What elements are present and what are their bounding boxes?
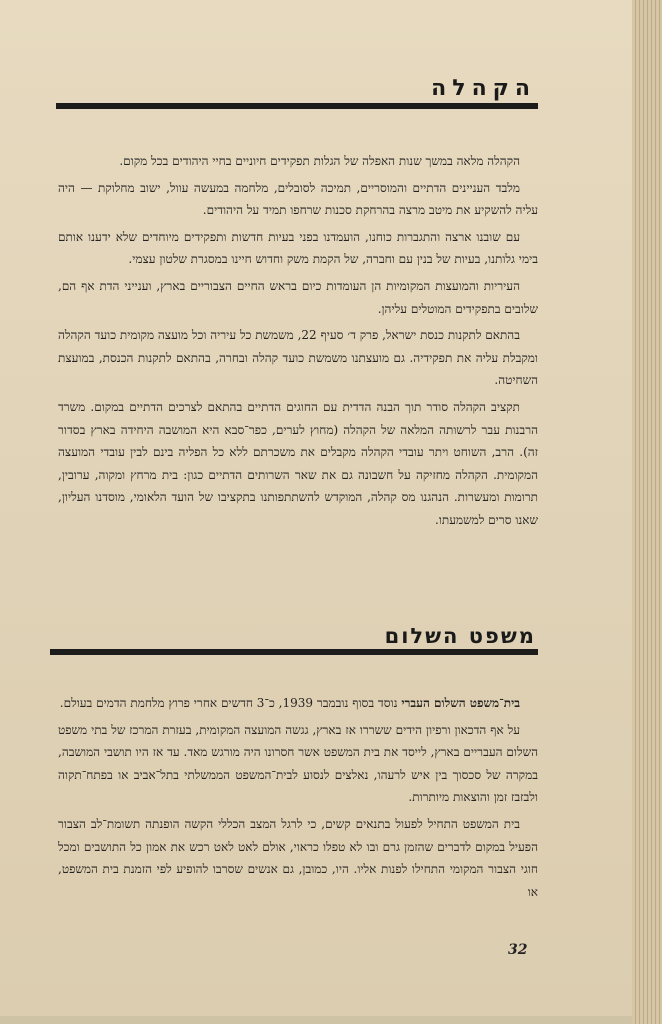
lead-paragraph (58, 692, 538, 715)
paragraph: הקהלה מלאה במשך שנות האפלה של הגלות תפקידים חיוניים בחיי היהודים בכל מקום. (119, 154, 520, 168)
section-peace-court-body (58, 692, 538, 907)
title-rule (56, 103, 538, 109)
page-stack-edge (632, 0, 662, 1024)
lead-text: נוסד בסוף נובמבר 1939, כ־3 חדשים אחרי פרוץ מלחמת הדמים בעולם. (59, 696, 402, 710)
paragraph: תקציב הקהלה סודר תוך הבנה הדדית עם החוגים הדתיים בהתאם לצרכים הדתיים במקום. משרד הרבנות עבר לרשותה המלאה של הקהלה (מחוץ לערים, כפר־סבא היא המושבה היחידה בארץ בסדור זה). הרב, השוחט ויתר עובדי הקהלה מקבלים את משכרתם ללא כל הפליה בינם לבין עובדי המועצה המקומית. הקהלה מחזיקה על חשבונה גם את שאר השרותים הדתיים כגון: בית מרחץ ומקוה, ערובין, תרומות ומעשרות. הנהגנו מס קהלה, המוקדש להשתתפותנו בתקציבו של הועד הלאומי, מוסדנו העליון, שאנו סרים למשמעתו. (58, 399, 538, 527)
paragraph: על אף הדכאון ורפיון הידים ששררו אז בארץ, גגשה המועצה המקומית, בעזרת המרכז של בתי משפט השלום העבריים בארץ, לייסד את בית המשפט אשר חסרונו היה מורגש מאד. עד אז היו תושבי המושבה, במקרה של סכסוך בין איש לרעהו, נאלצים לנסוע לבית־המשפט הממשלתי בתל־אביב או בפתח־תקוה ולבזבז זמן והוצאות מיותרות. (58, 722, 538, 805)
title-rule (50, 649, 538, 655)
page-number: 32 (508, 942, 528, 958)
paragraph: בית המשפט התחיל לפעול בתנאים קשים, כי לרגל המצב הכללי הקשה הופנתה תשומת־לב הצבור הפעיל במקום לדברים שהזמן גרם ובו לא טפלו כראוי, אולם לאט לאט רכש את אמון כל התושבים ומכל חוגי הצבור המקומי התחילו לפנות אליו. היו, כמובן, גם אנשים שסרבו להופיע לפי הזמנת בית המשפט, או (58, 816, 538, 899)
section-community-body (58, 150, 538, 536)
paragraph: עם שובנו ארצה והתגברות כוחנו, הועמדנו בפני בעיות חדשות ותפקידים מיוחדים שלא ידענו אותם בימי גלותנו, בעיות של בנין עם וחברה, של הקמת משק וחדוש חיינו במסגרת שלטון עצמי. (58, 229, 538, 267)
paragraph: בהתאם לתקנות כנסת ישראל, פרק ד׳ סעיף 22, משמשת כל עיריה וכל מועצה מקומית כועד הקהלה ומקבלת עליה את תפקידיה. גם מועצתנו משמשת כועד קהלה ובחרה, בהתאם לתקנות הכנסת, במועצת השחיטה. (58, 328, 538, 388)
lead-bold-text: בית־משפט השלום העברי (401, 696, 520, 710)
section-title-community: הקהלה (431, 76, 536, 101)
paragraph: מלבד העניינים הדתיים והמוסריים, תמיכה לסובלים, מלחמה במעשה עוול, ישוב מחלוקת — היה עליה להשקיע את מיטב מרצה בהרחקת סכנות שרחפו תמיד על היהודים. (58, 180, 538, 218)
paragraph: העיריות והמועצות המקומיות הן העומדות כיום בראש החיים הצבוריים בארץ, וענייני הדת אף הם, שלובים בתפקידים המוטלים עליהן. (58, 278, 538, 316)
section-title-peace-court: משפט השלום (384, 624, 536, 648)
